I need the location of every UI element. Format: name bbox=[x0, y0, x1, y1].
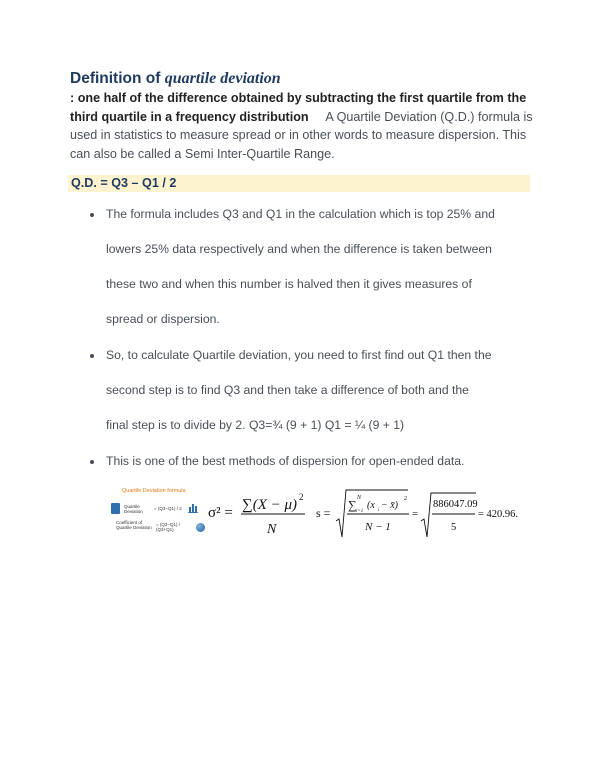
eq2-num-tail: − x̄) bbox=[381, 500, 399, 511]
intro-explanation: A Quartile Deviation (Q.D.) formula is used in statistics to measure spread or in other words to measure dispersion. This can also be called a Semi Inter-Quartile Range. bbox=[70, 109, 533, 161]
eq2-val-num: 886047.09 bbox=[433, 499, 478, 510]
bullet-3-line-1: This is one of the best methods of dispersion for open-ended data. bbox=[106, 454, 465, 468]
bullet-dot bbox=[90, 460, 94, 464]
heading-term: quartile deviation bbox=[164, 70, 281, 87]
formula-figure bbox=[108, 485, 518, 545]
formula-text: Q.D. = Q3 – Q1 / 2 bbox=[71, 176, 177, 190]
eq2-num: ∑ bbox=[348, 498, 357, 512]
bullet-2-line-2: second step is to find Q3 and then take a difference of both and the bbox=[106, 383, 469, 397]
bullet-1-line-2: lowers 25% data respectively and when the difference is taken between bbox=[106, 242, 492, 256]
eq1-lhs: σ² = bbox=[208, 505, 233, 521]
bullet-dot bbox=[90, 354, 94, 358]
chart-icon bbox=[188, 502, 198, 513]
bullet-2-line-3: final step is to divide by 2. Q3=¾ (9 + 1) Q1 = ¼ (9 + 1) bbox=[106, 418, 405, 432]
card-title: Quartile Deviation formula bbox=[122, 488, 186, 494]
bullet-1-line-1: The formula includes Q3 and Q1 in the calculation which is top 25% and bbox=[106, 207, 495, 221]
heading-prefix: Definition of bbox=[70, 70, 165, 87]
variance-equation bbox=[208, 485, 518, 545]
bullet-1-line-3: these two and when this number is halved then it gives measures of bbox=[106, 277, 472, 291]
card-row1-label: Quartile Deviation bbox=[124, 504, 143, 514]
eq2-num-i: i bbox=[378, 508, 380, 513]
card-row1-formula: = (Q3−Q1) / 2 bbox=[154, 506, 182, 511]
eq2-num-exp: 2 bbox=[404, 496, 407, 502]
globe-icon bbox=[196, 523, 205, 532]
bullet-1-line-4: spread or dispersion. bbox=[106, 312, 220, 326]
eq2-result: = 420.96. bbox=[478, 509, 518, 520]
eq2-num-body: (x bbox=[367, 500, 375, 511]
intro-paragraph bbox=[70, 89, 540, 163]
eq2-val-den: 5 bbox=[451, 522, 457, 533]
eq2-num-sup: N bbox=[357, 495, 362, 501]
eq2-den: N − 1 bbox=[365, 521, 391, 533]
card-row2-label: Coefficient of Quartile Deviation bbox=[116, 520, 152, 530]
calculator-icon bbox=[111, 503, 120, 514]
card-row2-formula: = (Q3−Q1) / (Q3+Q1) bbox=[156, 522, 181, 532]
eq2-lhs: s = bbox=[316, 506, 331, 520]
eq2-equals: = bbox=[412, 508, 419, 520]
bullet-2-line-1: So, to calculate Quartile deviation, you need to first find out Q1 then the bbox=[106, 348, 492, 362]
eq2-num-sub: i=1 bbox=[356, 509, 364, 514]
quartile-formula-card bbox=[108, 485, 212, 541]
eq1-exp: 2 bbox=[299, 492, 304, 502]
eq1-num: ∑(X − μ) bbox=[242, 497, 297, 513]
eq1-den: N bbox=[267, 522, 277, 537]
heading bbox=[70, 70, 281, 88]
bullet-dot bbox=[90, 213, 94, 217]
intro-definition: : one half of the difference obtained by subtracting the first quartile from the third quartile in a frequency distribution bbox=[70, 91, 527, 124]
